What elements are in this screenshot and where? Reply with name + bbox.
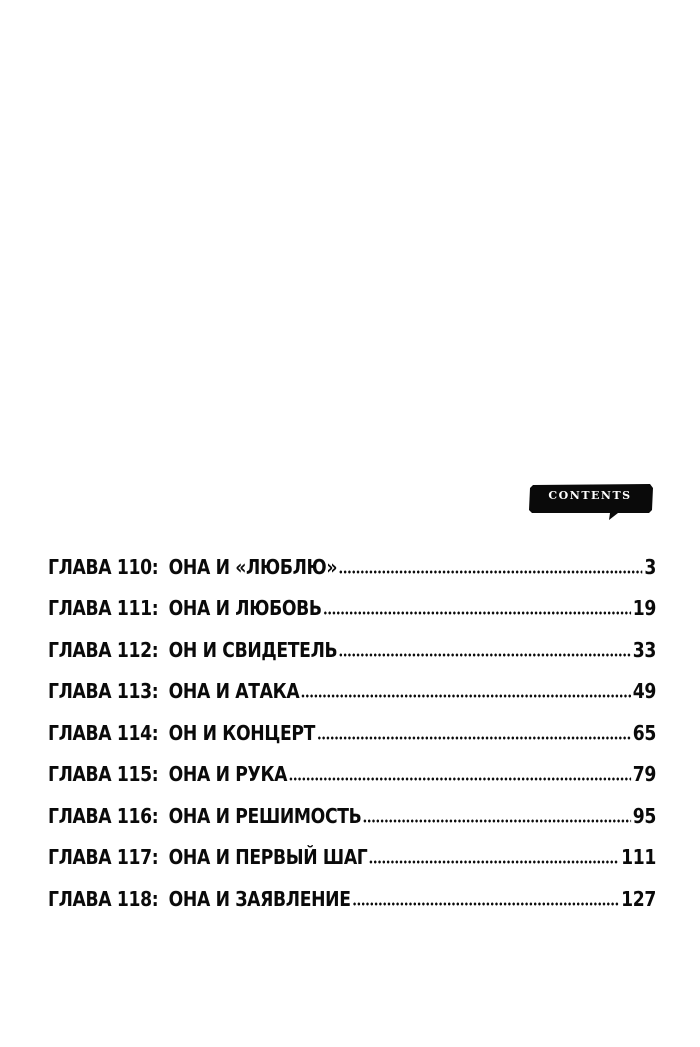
toc-page-number: 65 [632, 720, 657, 745]
dot-leader [363, 819, 631, 823]
toc-page-number: 49 [632, 679, 657, 703]
dot-leader [301, 694, 631, 698]
contents-label: CONTENTS [548, 489, 632, 502]
toc-chapter-title: ОН И СВИДЕТЕЛЬ [168, 637, 338, 662]
toc-chapter-number: ГЛАВА 112: [48, 637, 159, 662]
toc-entry-111 [48, 577, 656, 619]
toc-chapter-number: ГЛАВА 118: [48, 886, 159, 911]
toc-entry-118 [48, 867, 656, 909]
toc-page-number: 3 [644, 554, 657, 579]
toc-entry-110 [48, 535, 656, 577]
toc-chapter-title: ОН И КОНЦЕРТ [168, 720, 316, 745]
toc-chapter-title: ОНА И АТАКА [168, 679, 300, 703]
toc-entry-112 [48, 618, 656, 660]
toc-chapter-title: ОНА И ЗАЯВЛЕНИЕ [168, 886, 351, 911]
toc-chapter-number: ГЛАВА 116: [48, 803, 159, 828]
toc-chapter-title: ОНА И «ЛЮБЛЮ» [168, 554, 338, 579]
dot-leader [339, 653, 631, 657]
dot-leader [352, 902, 619, 906]
toc-chapter-number: ГЛАВА 113: [48, 679, 159, 703]
contents-tag [529, 483, 654, 521]
toc-chapter-number: ГЛАВА 117: [48, 845, 159, 869]
toc-page-number: 79 [632, 762, 657, 786]
toc-entry-114 [48, 701, 656, 743]
dot-leader [323, 611, 631, 615]
toc-chapter-title: ОНА И РЕШИМОСТЬ [168, 803, 362, 828]
toc-page-number: 95 [632, 803, 657, 828]
toc-page-number: 33 [632, 637, 657, 662]
toc-page-number: 111 [621, 845, 657, 869]
toc-entry-115 [48, 743, 656, 785]
table-of-contents [48, 535, 656, 909]
toc-entry-117 [48, 826, 656, 868]
toc-page-number: 127 [621, 886, 657, 911]
dot-leader [339, 570, 643, 574]
dot-leader [289, 777, 631, 781]
toc-chapter-number: ГЛАВА 115: [48, 762, 159, 786]
toc-chapter-title: ОНА И ЛЮБОВЬ [168, 596, 322, 620]
toc-page-number: 19 [632, 596, 657, 620]
toc-chapter-number: ГЛАВА 114: [48, 720, 159, 745]
dot-leader [369, 860, 619, 864]
toc-entry-116 [48, 784, 656, 826]
toc-chapter-number: ГЛАВА 111: [48, 596, 159, 620]
toc-chapter-title: ОНА И РУКА [168, 762, 288, 786]
toc-entry-113 [48, 660, 656, 702]
toc-chapter-title: ОНА И ПЕРВЫЙ ШАГ [168, 845, 368, 869]
toc-chapter-number: ГЛАВА 110: [48, 554, 159, 579]
dot-leader [317, 736, 631, 740]
